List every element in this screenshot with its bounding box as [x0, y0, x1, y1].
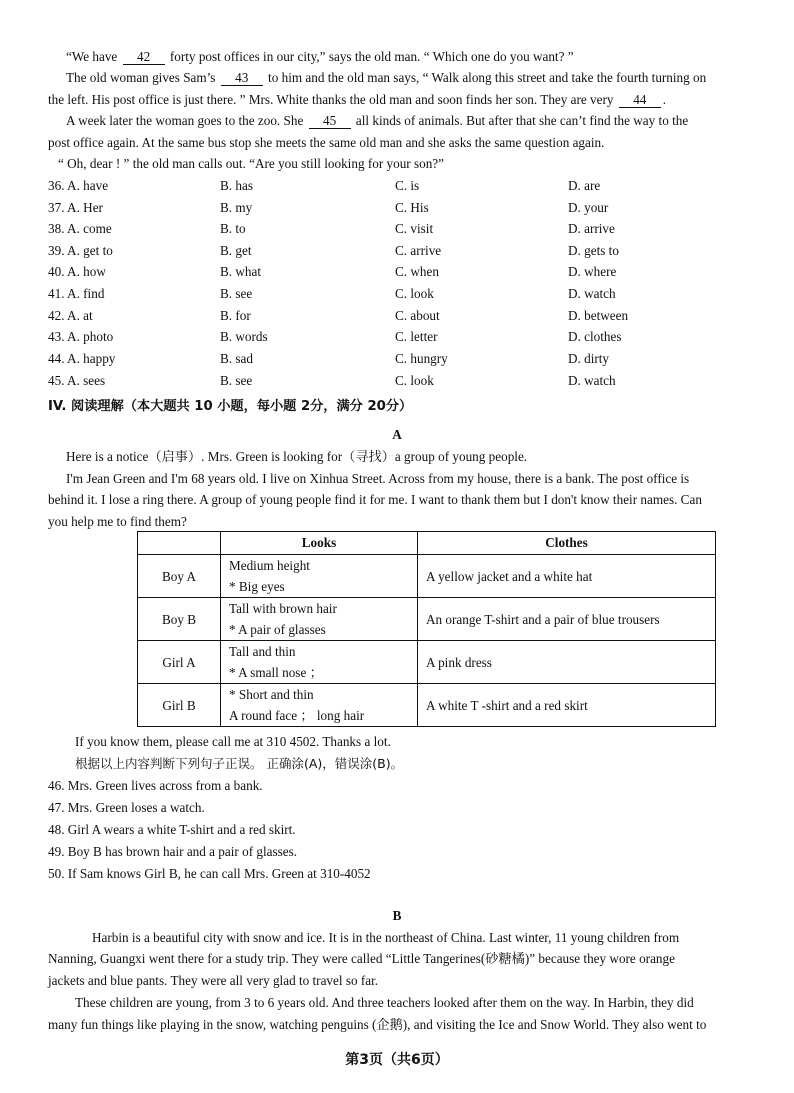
option-d: D. are	[568, 178, 601, 193]
option-c: C. visit	[395, 221, 434, 236]
option-b: B. get	[220, 243, 252, 258]
option-c: C. is	[395, 178, 420, 193]
option-d: D. your	[568, 200, 609, 215]
option-row-39	[48, 240, 768, 262]
question-47: 47. Mrs. Green loses a watch.	[48, 800, 205, 815]
person-name: Girl B	[138, 684, 221, 727]
person-clothes: An orange T-shirt and a pair of blue trousers	[418, 598, 716, 641]
option-a: 43. A. photo	[48, 329, 114, 344]
header-clothes: Clothes	[418, 532, 716, 555]
option-row-40	[48, 261, 768, 283]
looks-line: * Big eyes	[229, 579, 285, 594]
option-b: B. what	[220, 264, 262, 279]
text: to him and the old man says, “ Walk along this street and take the fourth turning on	[268, 70, 707, 85]
notice-line-3: you help me to find them?	[48, 514, 187, 529]
looks-line: * A small nose ；	[229, 665, 323, 680]
page-footer: 第3页（共6页）	[345, 1052, 449, 1068]
option-b: B. for	[220, 308, 251, 323]
question-49: 49. Boy B has brown hair and a pair of glasses.	[48, 844, 298, 859]
text: .	[662, 92, 667, 107]
option-c: C. letter	[395, 329, 438, 344]
option-d: D. dirty	[568, 351, 610, 366]
person-looks	[221, 555, 418, 598]
option-row-36	[48, 175, 768, 197]
option-row-41	[48, 283, 768, 305]
part-b-line-2: Nanning, Guangxi went there for a study trip. They were called “Little Tangerines(砂糖橘)” because they wore orange	[48, 951, 675, 966]
option-b: B. my	[220, 200, 253, 215]
option-a: 36. A. have	[48, 178, 109, 193]
person-name: Boy A	[138, 555, 221, 598]
option-c: C. about	[395, 308, 440, 323]
person-looks	[221, 641, 418, 684]
option-b: B. sad	[220, 351, 253, 366]
cloze-line-1	[66, 46, 776, 68]
option-row-38	[48, 218, 768, 240]
cloze-line-6: “ Oh, dear ! ” the old man calls out. “Are you still looking for your son?”	[58, 156, 444, 171]
option-row-42	[48, 305, 768, 327]
option-row-37	[48, 197, 768, 219]
looks-line: Tall and thin	[229, 644, 296, 659]
table-row	[138, 684, 716, 727]
looks-line: Tall with brown hair	[229, 601, 337, 616]
header-blank	[138, 532, 221, 555]
option-a: 38. A. come	[48, 221, 112, 236]
option-d: D. watch	[568, 286, 616, 301]
person-looks	[221, 598, 418, 641]
table-row	[138, 598, 716, 641]
option-row-45	[48, 370, 768, 392]
option-b: B. see	[220, 286, 253, 301]
question-48: 48. Girl A wears a white T-shirt and a red skirt.	[48, 822, 296, 837]
notice-line-2: behind it. I lose a ring there. A group of young people find it for me. I want to thank them but I don't know their names. Can	[48, 492, 702, 507]
option-d: D. between	[568, 308, 629, 323]
option-row-43	[48, 326, 768, 348]
option-c: C. arrive	[395, 243, 442, 258]
option-c: C. look	[395, 373, 434, 388]
part-b-line-1: Harbin is a beautiful city with snow and ice. It is in the northeast of China. Last winter, 11 young children from	[92, 930, 680, 945]
table-row	[138, 641, 716, 684]
person-name: Girl A	[138, 641, 221, 684]
looks-line: Medium height	[229, 558, 310, 573]
option-a: 37. A. Her	[48, 200, 103, 215]
part-b-line-5: many fun things like playing in the snow, watching penguins (企鹅), and visiting the Ice and Snow World. They also went to	[48, 1017, 707, 1032]
option-d: D. where	[568, 264, 617, 279]
text: all kinds of animals. But after that she can’t find the way to the	[355, 113, 689, 128]
blank-45: 45	[309, 113, 351, 129]
text: “We have	[66, 49, 118, 64]
cloze-line-2	[66, 67, 776, 89]
looks-line: * A pair of glasses	[229, 622, 326, 637]
option-c: C. when	[395, 264, 439, 279]
looks-line: * Short and thin	[229, 687, 314, 702]
section-heading: IV. 阅读理解（本大题共 10 小题，每小题 2分，满分 20分）	[48, 399, 413, 414]
people-table	[137, 531, 716, 727]
blank-42: 42	[123, 49, 165, 65]
header-looks: Looks	[221, 532, 418, 555]
table-header-row	[138, 532, 716, 555]
person-clothes: A yellow jacket and a white hat	[418, 555, 716, 598]
part-a-label: A	[392, 427, 402, 442]
cloze-line-5: post office again. At the same bus stop she meets the same old man and she asks the same question again.	[48, 135, 605, 150]
table-row	[138, 555, 716, 598]
part-b-line-3: jackets and blue pants. They were all very glad to travel so far.	[48, 973, 379, 988]
option-b: B. words	[220, 329, 268, 344]
text: the left. His post office is just there. ” Mrs. White thanks the old man and soon finds her son. They are very	[48, 92, 614, 107]
option-d: D. arrive	[568, 221, 615, 236]
blank-44: 44	[619, 92, 661, 108]
option-c: C. His	[395, 200, 429, 215]
option-a: 39. A. get to	[48, 243, 113, 258]
notice-line-1: I'm Jean Green and I'm 68 years old. I live on Xinhua Street. Across from my house, there is a bank. The post office is	[66, 471, 690, 486]
part-b-label: B	[392, 908, 402, 923]
person-clothes: A pink dress	[418, 641, 716, 684]
option-d: D. clothes	[568, 329, 622, 344]
option-a: 45. A. sees	[48, 373, 106, 388]
option-row-44	[48, 348, 768, 370]
option-d: D. watch	[568, 373, 616, 388]
text: A week later the woman goes to the zoo. She	[66, 113, 304, 128]
option-b: B. see	[220, 373, 253, 388]
option-c: C. look	[395, 286, 434, 301]
option-c: C. hungry	[395, 351, 448, 366]
option-b: B. to	[220, 221, 246, 236]
contact-line: If you know them, please call me at 310 4502. Thanks a lot.	[75, 734, 391, 749]
looks-line: A round face ； long hair	[229, 708, 365, 723]
question-50: 50. If Sam knows Girl B, he can call Mrs. Green at 310-4052	[48, 866, 371, 881]
option-a: 44. A. happy	[48, 351, 116, 366]
notice-intro: Here is a notice（启事）. Mrs. Green is looking for（寻找）a group of young people.	[66, 449, 528, 464]
text: forty post offices in our city,” says the old man. “ Which one do you want? ”	[169, 49, 574, 64]
option-a: 40. A. how	[48, 264, 106, 279]
blank-43: 43	[221, 70, 263, 86]
cloze-line-3	[48, 89, 776, 111]
part-b-line-4: These children are young, from 3 to 6 years old. And three teachers looked after them on the way. In Harbin, they did	[75, 995, 694, 1010]
person-name: Boy B	[138, 598, 221, 641]
option-a: 42. A. at	[48, 308, 93, 323]
option-d: D. gets to	[568, 243, 619, 258]
person-clothes: A white T -shirt and a red skirt	[418, 684, 716, 727]
option-a: 41. A. find	[48, 286, 105, 301]
text: The old woman gives Sam’s	[66, 70, 216, 85]
question-46: 46. Mrs. Green lives across from a bank.	[48, 778, 263, 793]
person-looks	[221, 684, 418, 727]
tf-instruction: 根据以上内容判断下列句子正误。 正确涂(A)，错误涂(B)。	[75, 756, 404, 771]
option-b: B. has	[220, 178, 253, 193]
cloze-line-4	[66, 110, 776, 132]
